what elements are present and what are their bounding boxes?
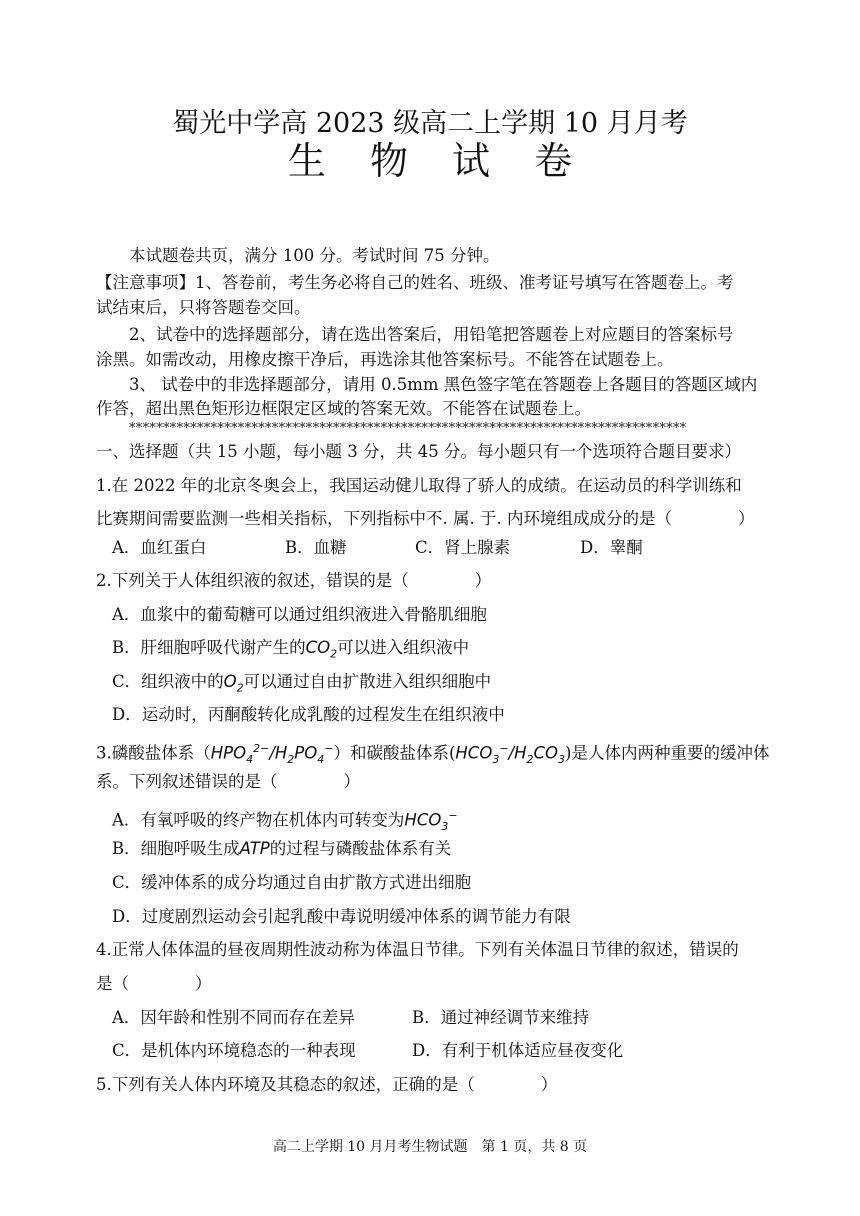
notice-line-3: 试结束后，只将答题卷交回。 [96, 298, 311, 317]
q3-option-c: C．缓冲体系的成分均通过自由扩散方式进出细胞 [112, 873, 472, 892]
q1-option-c: C．肾上腺素 [415, 538, 511, 557]
q4-option-b: B．通过神经调节来维持 [412, 1008, 590, 1027]
q4-option-c: C．是机体内环境稳态的一种表现 [112, 1041, 356, 1060]
q4-option-a: A．因年龄和性别不同而存在差异 [112, 1008, 355, 1027]
q1-stem-line1: 1.在 2022 年的北京冬奥会上，我国运动健儿取得了骄人的成绩。在运动员的科学训练和 [96, 476, 742, 495]
q1-option-d: D．睾酮 [580, 538, 643, 557]
notice-line-5: 涂黑。如需改动，用橡皮擦干净后，再选涂其他答案标号。不能答在试题卷上。 [96, 350, 674, 369]
notice-line-1: 本试题卷共页，满分 100 分。考试时间 75 分钟。 [129, 246, 500, 265]
page-footer: 高二上学期 10 月月考生物试题 第 1 页，共 8 页 [272, 1139, 588, 1155]
q1-option-b: B．血糖 [285, 538, 347, 557]
q2-option-b: B．肝细胞呼吸代谢产生的$CO_2$可以进入组织液中 [112, 638, 470, 661]
q1-option-a: A．血红蛋白 [112, 538, 207, 557]
q2-option-c: C．组织液中的$O_2$可以通过自由扩散进入组织细胞中 [112, 672, 492, 695]
exam-subject-title: 生 物 试 卷 [287, 139, 589, 183]
notice-line-4: 2、试卷中的选择题部分，请在选出答案后，用铅笔把答题卷上对应题目的答案标号 [129, 325, 734, 344]
divider-stars: ********************************************************************************** [129, 421, 687, 436]
q2-option-d: D．运动时，丙酮酸转化成乳酸的过程发生在组织液中 [112, 705, 505, 724]
notice-line-7: 作答，超出黑色矩形边框限定区域的答案无效。不能答在试题卷上。 [96, 399, 591, 418]
section-heading: 一、选择题（共 15 小题，每小题 3 分，共 45 分。每小题只有一个选项符合题目要求） [96, 442, 741, 461]
q4-stem-line1: 4.正常人体体温的昼夜周期性波动称为体温日节律。下列有关体温日节律的叙述，错误的 [96, 940, 739, 959]
q2-option-a: A．血浆中的葡萄糖可以通过组织液进入骨骼肌细胞 [112, 605, 487, 624]
exam-title: 蜀光中学高 2023 级高二上学期 10 月月考 [172, 108, 688, 139]
notice-line-2: 【注意事项】1、答卷前，考生务必将自己的姓名、班级、准考证号填写在答题卷上。考 [96, 273, 734, 292]
notice-line-6: 3、 试卷中的非选择题部分，请用 0.5mm 黑色签字笔在答题卷上各题目的答题区域内 [129, 375, 758, 394]
q3-option-d: D．过度剧烈运动会引起乳酸中毒说明缓冲体系的调节能力有限 [112, 907, 571, 926]
q2-stem: 2.下列关于人体组织液的叙述，错误的是（ ） [96, 571, 492, 590]
q1-stem-line2: 比赛期间需要监测一些相关指标，下列指标中不. 属. 于. 内环境组成成分的是（ ） [96, 509, 755, 528]
q3-option-b: B．细胞呼吸生成ATP的过程与磷酸盐体系有关 [112, 839, 452, 858]
q3-option-a: A．有氧呼吸的终产物在机体内可转变为$HCO_3^-$ [112, 809, 458, 833]
q5-stem: 5.下列有关人体内环境及其稳态的叙述，正确的是（ ） [96, 1075, 558, 1094]
q3-stem-line2: 系。下列叙述错误的是（ ） [96, 772, 360, 791]
q4-option-d: D．有利于机体适应昼夜变化 [412, 1041, 624, 1060]
q3-stem-line1: 3.磷酸盐体系$(HPO_4^{2-}/H_2PO_4^-)$和碳酸盐体系$(HCO_3^-/H_2CO_3)$是人体内两种重要的缓冲体 [96, 742, 770, 766]
q4-stem-line2: 是（ ） [96, 974, 212, 993]
